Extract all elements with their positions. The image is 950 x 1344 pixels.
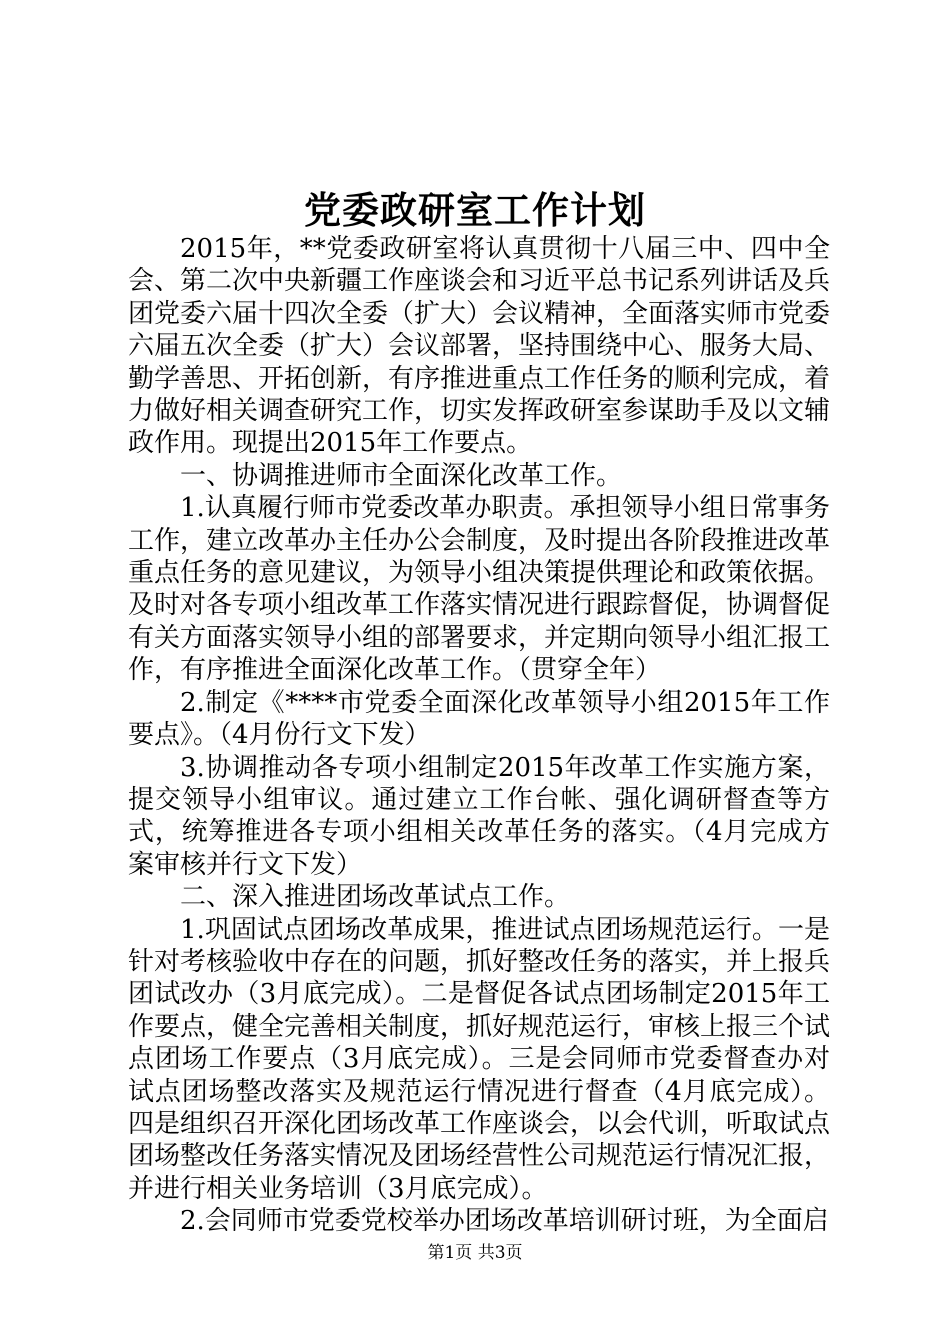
paragraph-1-3: 3.协调推动各专项小组制定2015年改革工作实施方案，提交领导小组审议。通过建立工作台帐、强化调研督查等方式，统筹推进各专项小组相关改革任务的落实。（4月完成方案审核并行文下发） bbox=[128, 752, 830, 880]
section-heading-2: 二、深入推进团场改革试点工作。 bbox=[180, 882, 571, 913]
document-title: 党委政研室工作计划 bbox=[304, 188, 646, 232]
paragraph-1-2: 2.制定《****市党委全面深化改革领导小组2015年工作要点》。（4月份行文下发） bbox=[128, 687, 830, 751]
page-footer: 第1页 共3页 bbox=[427, 1243, 523, 1263]
paragraph-1-1: 1.认真履行师市党委改革办职责。承担领导小组日常事务工作，建立改革办主任办公会制度，及时提出各阶段推进改革重点任务的意见建议，为领导小组决策提供理论和政策依据。及时对各专项小组改革工作落实情况进行跟踪督促，协调督促有关方面落实领导小组的部署要求，并定期向领导小组汇报工作，有序推进全面深化改革工作。（贯穿全年） bbox=[128, 493, 831, 686]
section-heading-1: 一、协调推进师市全面深化改革工作。 bbox=[180, 460, 623, 491]
paragraph-2-1: 1.巩固试点团场改革成果，推进试点团场规范运行。一是针对考核验收中存在的问题，抓好整改任务的落实，并上报兵团试改办（3月底完成）。二是督促各试点团场制定2015年工作要点，健全完善相关制度，抓好规范运行，审核上报三个试点团场工作要点（3月底完成）。三是会同师市党委督查办对试点团场整改落实及规范运行情况进行督查（4月底完成）。四是组织召开深化团场改革工作座谈会，以会代训，听取试点团场整改任务落实情况及团场经营性公司规范运行情况汇报，并进行相关业务培训（3月底完成）。 bbox=[128, 914, 831, 1204]
paragraph-2-2: 2.会同师市党委党校举办团场改革培训研讨班，为全面启 bbox=[180, 1206, 829, 1237]
paragraph-intro: 2015年，**党委政研室将认真贯彻十八届三中、四中全会、第二次中央新疆工作座谈会和习近平总书记系列讲话及兵团党委六届十四次全委（扩大）会议精神，全面落实师市党委六届五次全委（扩大）会议部署，坚持围绕中心、服务大局、勤学善思、开拓创新，有序推进重点工作任务的顺利完成，着力做好相关调查研究工作，切实发挥政研室参谋助手及以文辅政作用。现提出2015年工作要点。 bbox=[128, 234, 831, 459]
document-body bbox=[128, 233, 830, 1238]
